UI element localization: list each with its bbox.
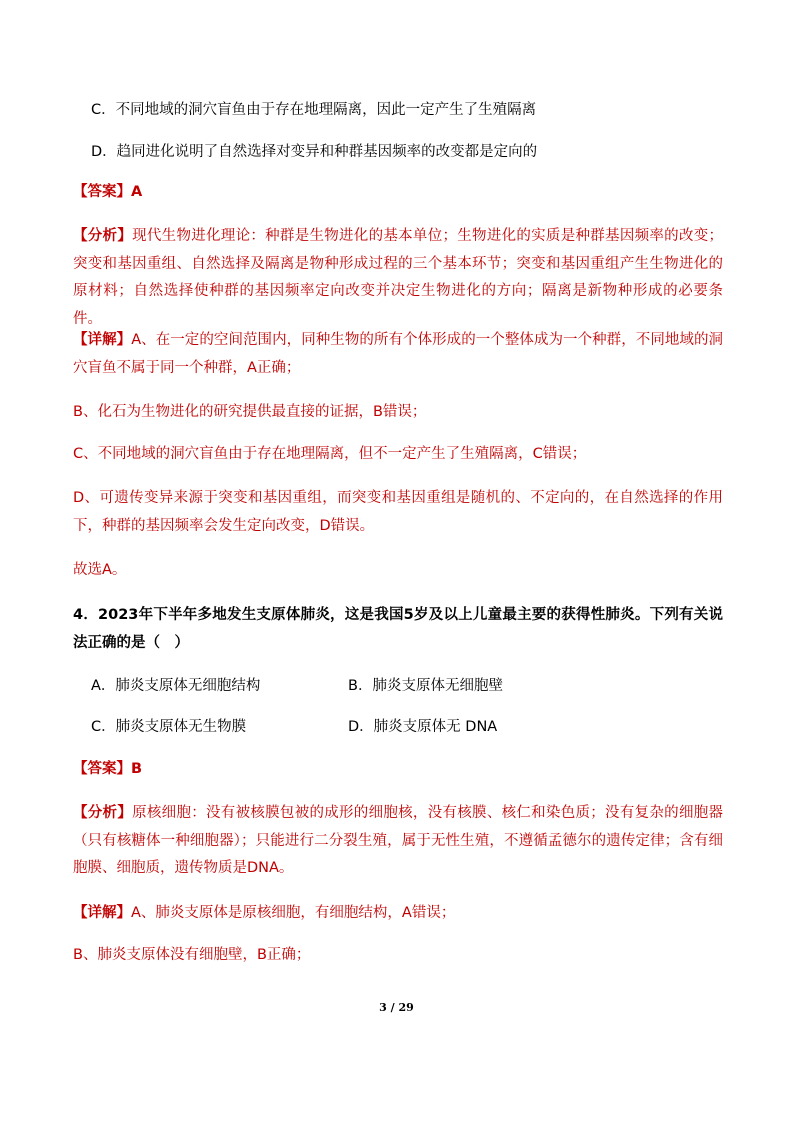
q4-option-b: B．肺炎支原体无细胞壁: [348, 678, 503, 694]
q4-stem: 4．2023年下半年多地发生支原体肺炎，这是我国5岁及以上儿童最主要的获得性肺炎。下列有关说法正确的是（ ）: [73, 607, 723, 651]
q4-option-d: D．肺炎支原体无 DNA: [348, 719, 498, 735]
analysis-text: 现代生物进化理论：种群是生物进化的基本单位；生物进化的实质是种群基因频率的改变；突变和基因重组、自然选择及隔离是物种形成过程的三个基本环节；突变和基因重组产生生物进化的原材料；自然选择使种群的基因频率定向改变并决定生物进化的方向；隔离是新物种形成的必要条件。: [73, 228, 724, 327]
q3-detail-b: B、化石为生物进化的研究提供最直接的证据，B错误；: [73, 404, 427, 420]
q3-answer: [73, 182, 142, 202]
detail-tag: 【详解】: [73, 332, 132, 348]
analysis-tag: 【分析】: [73, 805, 133, 821]
q4-detail-a: [73, 903, 455, 923]
answer-value: B: [131, 761, 143, 777]
detail-a-text: A、在一定的空间范围内，同种生物的所有个体形成的一个整体成为一个种群，不同地域的洞穴盲鱼不属于同一个种群，A正确；: [73, 332, 724, 376]
q4-option-c: C．肺炎支原体无生物膜: [91, 719, 247, 735]
answer-value: A: [131, 184, 143, 200]
analysis-tag: 【分析】: [73, 228, 133, 244]
q4-answer: [73, 759, 142, 779]
detail-tag: 【详解】: [73, 905, 131, 921]
answer-tag: 【答案】: [73, 184, 131, 200]
q4-detail-b: B、肺炎支原体没有细胞壁，B正确；: [73, 947, 311, 963]
page-number: 3 / 29: [379, 1001, 414, 1014]
q3-detail-a: [73, 327, 723, 382]
q3-option-d: D．趋同进化说明了自然选择对变异和种群基因频率的改变都是定向的: [91, 144, 538, 160]
q4-analysis: [73, 800, 723, 883]
detail-a-text: A、肺炎支原体是原核细胞，有细胞结构，A错误；: [131, 905, 456, 921]
q3-analysis: [73, 223, 723, 333]
q3-conclusion: 故选A。: [73, 562, 127, 578]
answer-tag: 【答案】: [73, 761, 131, 777]
q3-option-c: C．不同地域的洞穴盲鱼由于存在地理隔离，因此一定产生了生殖隔离: [91, 102, 537, 118]
q3-detail-c: C、不同地域的洞穴盲鱼由于存在地理隔离，但不一定产生了生殖隔离，C错误；: [73, 446, 587, 462]
q4-option-a: A．肺炎支原体无细胞结构: [91, 678, 261, 694]
analysis-text: 原核细胞：没有被核膜包被的成形的细胞核，没有核膜、核仁和染色质；没有复杂的细胞器（只有核糖体一种细胞器）；只能进行二分裂生殖，属于无性生殖，不遵循孟德尔的遗传定律；含有细胞膜、细胞质，遗传物质是DNA。: [73, 805, 724, 876]
q3-detail-d: D、可遗传变异来源于突变和基因重组，而突变和基因重组是随机的、不定向的，在自然选择的作用下，种群的基因频率会发生定向改变，D错误。: [73, 490, 723, 534]
